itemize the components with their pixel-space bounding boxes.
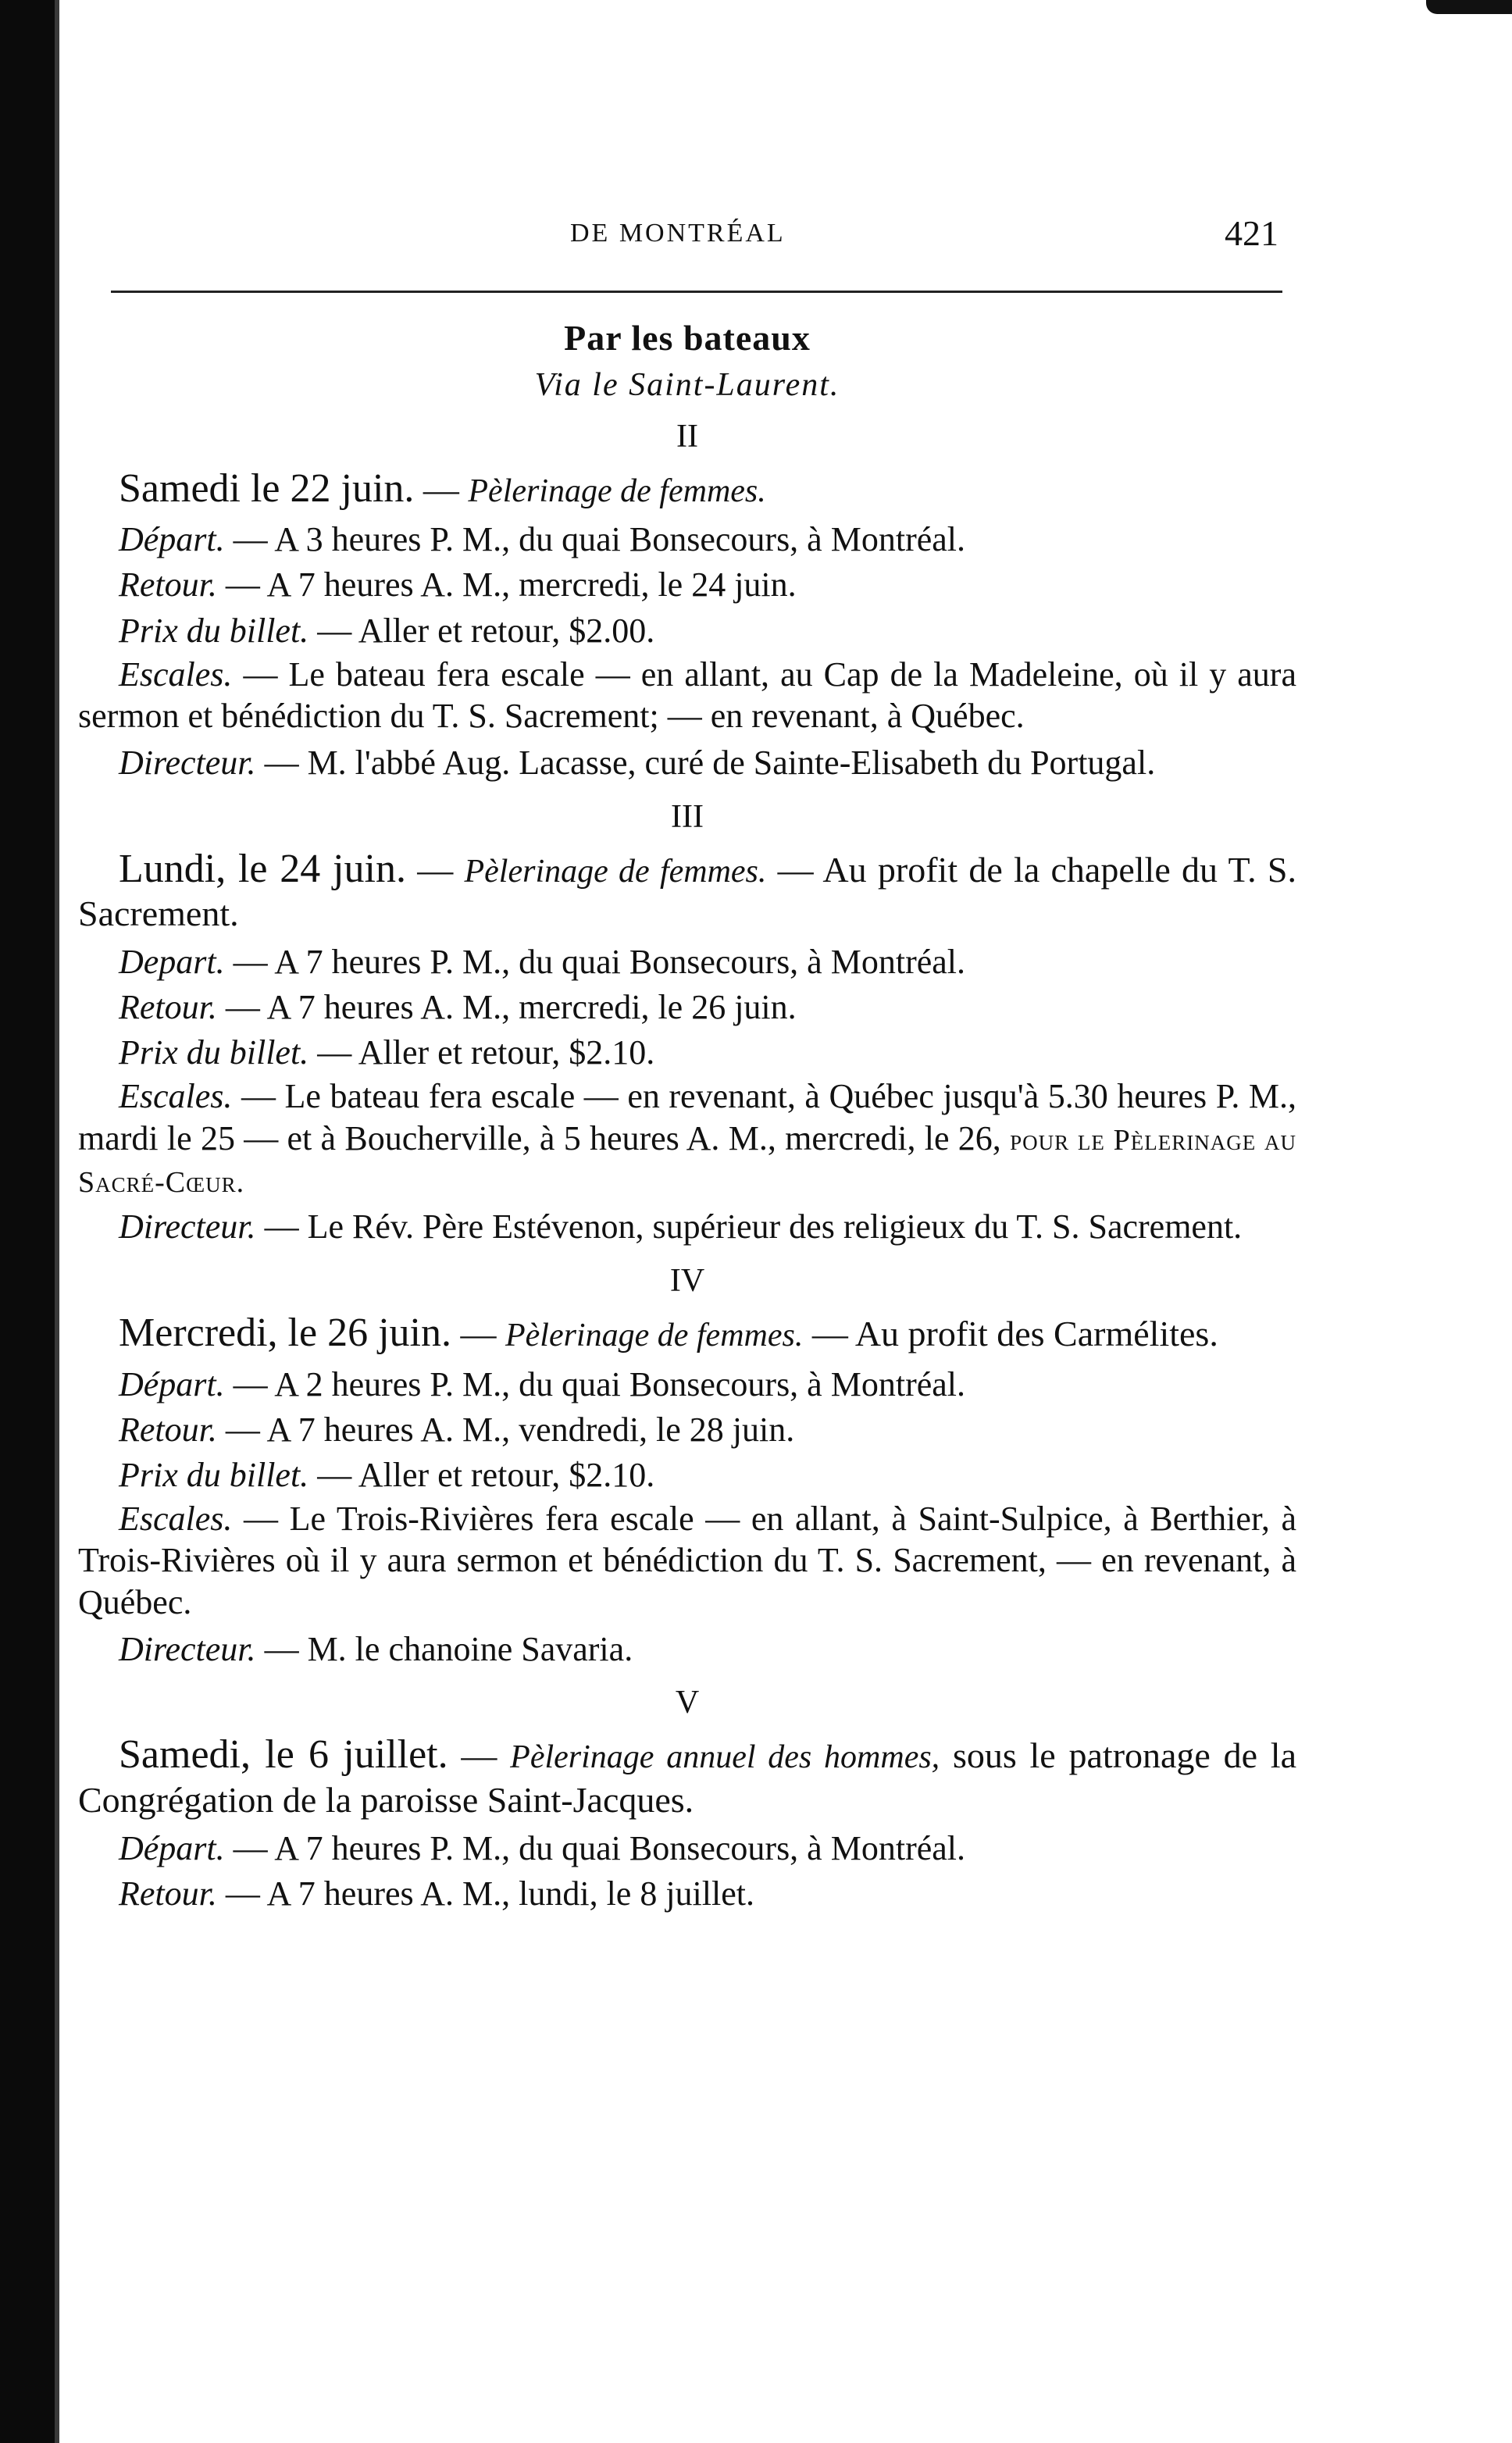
entry-lead <box>78 465 1296 512</box>
ticket-price-text: — Aller et retour, $2.00. <box>308 611 655 650</box>
director-paragraph <box>78 1628 1296 1671</box>
pilgrimage-entry-3 <box>78 798 1296 1249</box>
stops-label: Escales. <box>119 1077 233 1116</box>
return-line <box>78 1407 1296 1453</box>
director-text: — M. le chanoine Savaria. <box>255 1629 633 1668</box>
return-label: Retour. <box>119 1874 217 1913</box>
ticket-price-line <box>78 608 1296 654</box>
stops-paragraph <box>78 1075 1296 1201</box>
return-line <box>78 1871 1296 1917</box>
entry-dash: — <box>414 469 469 509</box>
entry-kind: Pèlerinage de femmes. <box>464 853 767 890</box>
departure-text: — A 3 heures P. M., du quai Bonsecours, à Montréal. <box>224 520 965 559</box>
entry-lead <box>78 1309 1296 1357</box>
return-line <box>78 562 1296 608</box>
book-page <box>78 0 1296 2443</box>
director-paragraph <box>78 1206 1296 1248</box>
entry-kind: Pèlerinage de femmes. <box>505 1318 804 1354</box>
entry-dash: — <box>451 1314 505 1354</box>
entry-kind: Pèlerinage de femmes. <box>468 473 766 509</box>
running-head <box>78 212 1296 259</box>
entry-day: Mercredi, le 26 juin. <box>119 1311 451 1356</box>
departure-text: — A 2 heures P. M., du quai Bonsecours, à Montréal. <box>224 1364 965 1403</box>
stops-caps: pour le Pèlerinage au Sacré-Cœur. <box>78 1124 1297 1199</box>
section-heading: Par les bateaux <box>564 318 811 358</box>
entry-lead <box>78 845 1296 936</box>
departure-text: — A 7 heures P. M., du quai Bonsecours, à Montréal. <box>224 943 965 982</box>
entry-dash: — <box>405 849 465 890</box>
section-subheading: Via le Saint-Laurent. <box>534 367 840 403</box>
stops-text: — Le bateau fera escale — en allant, au Cap de la Madeleine, où il y aura sermon et bénédiction du T. S. Sacrement; — en revenant, à Québec. <box>78 654 1296 736</box>
entry-dash: — <box>448 1735 511 1776</box>
ticket-price-text: — Aller et retour, $2.10. <box>308 1033 655 1072</box>
departure-text: — A 7 heures P. M., du quai Bonsecours, à Montréal. <box>224 1829 965 1868</box>
return-text: — A 7 heures A. M., lundi, le 8 juillet. <box>216 1874 754 1913</box>
entry-day: Samedi le 22 juin. <box>119 466 415 511</box>
entry-lead <box>78 1731 1296 1821</box>
return-label: Retour. <box>119 1410 217 1449</box>
director-paragraph <box>78 742 1296 784</box>
return-text: — A 7 heures A. M., mercredi, le 24 juin. <box>216 565 797 605</box>
entry-extra: — Au profit des Carmélites. <box>803 1314 1218 1354</box>
stops-text: — Le bateau fera escale — en revenant, à Québec jusqu'à 5.30 heures P. M., mardi le 25 — et à Boucherville, à 5 heures A. M., mercredi, le 26, <box>78 1077 1296 1158</box>
return-text: — A 7 heures A. M., mercredi, le 26 juin. <box>216 988 797 1027</box>
departure-label: Départ. <box>119 1364 225 1403</box>
scan-corner-mark <box>1426 0 1512 14</box>
departure-line <box>78 940 1296 985</box>
departure-label: Départ. <box>119 520 225 559</box>
stops-paragraph <box>78 1498 1296 1624</box>
ticket-price-label: Prix du billet. <box>119 1033 309 1072</box>
scan-page-edge <box>55 0 59 2443</box>
ticket-price-label: Prix du billet. <box>119 1455 309 1494</box>
return-label: Retour. <box>119 988 217 1027</box>
stops-paragraph <box>78 654 1296 737</box>
ticket-price-label: Prix du billet. <box>119 611 309 650</box>
director-label: Directeur. <box>119 743 256 782</box>
ticket-price-line <box>78 1030 1296 1075</box>
departure-line <box>78 517 1296 562</box>
director-label: Directeur. <box>119 1629 256 1668</box>
pilgrimage-entry-4 <box>78 1262 1296 1670</box>
departure-line <box>78 1362 1296 1407</box>
entry-numeral: IV <box>669 1263 705 1300</box>
entry-day: Samedi, le 6 juillet. <box>119 1732 448 1778</box>
stops-label: Escales. <box>119 1499 233 1538</box>
entry-extra: — Au profit de la chapelle du T. S. Sacrement. <box>78 849 1296 933</box>
pilgrimage-entry-5 <box>78 1684 1296 1917</box>
ticket-price-line <box>78 1453 1296 1498</box>
header-rule <box>111 291 1282 293</box>
return-label: Retour. <box>119 565 217 605</box>
director-text: — Le Rév. Père Estévenon, supérieur des religieux du T. S. Sacrement. <box>255 1207 1243 1246</box>
stops-label: Escales. <box>119 654 233 694</box>
pilgrimage-entry-2 <box>78 418 1296 784</box>
page-number: 421 <box>1225 213 1278 253</box>
entry-numeral: V <box>675 1685 700 1721</box>
director-label: Directeur. <box>119 1207 256 1246</box>
entry-extra: sous le patronage de la Congrégation de la paroisse Saint-Jacques. <box>78 1735 1296 1820</box>
page-body <box>78 311 1296 1923</box>
ticket-price-text: — Aller et retour, $2.10. <box>308 1455 655 1494</box>
entry-kind: Pèlerinage annuel des hommes, <box>510 1739 940 1776</box>
return-line <box>78 985 1296 1030</box>
departure-line <box>78 1826 1296 1871</box>
stops-text: — Le Trois-Rivières fera escale — en allant, à Saint-Sulpice, à Berthier, à Trois-Rivières où il y aura sermon et bénédiction du T. S. Sacrement, — en revenant, à Québec. <box>78 1499 1296 1622</box>
departure-label: Depart. <box>119 943 225 982</box>
entry-day: Lundi, le 24 juin. <box>119 846 406 891</box>
departure-label: Départ. <box>119 1829 225 1868</box>
scan-binding-shadow <box>0 0 55 2443</box>
entry-numeral: II <box>676 419 698 455</box>
running-head-title: DE MONTRÉAL <box>570 219 786 248</box>
director-text: — M. l'abbé Aug. Lacasse, curé de Sainte-Elisabeth du Portugal. <box>255 743 1156 782</box>
return-text: — A 7 heures A. M., vendredi, le 28 juin. <box>216 1410 795 1449</box>
entry-numeral: III <box>671 798 704 835</box>
